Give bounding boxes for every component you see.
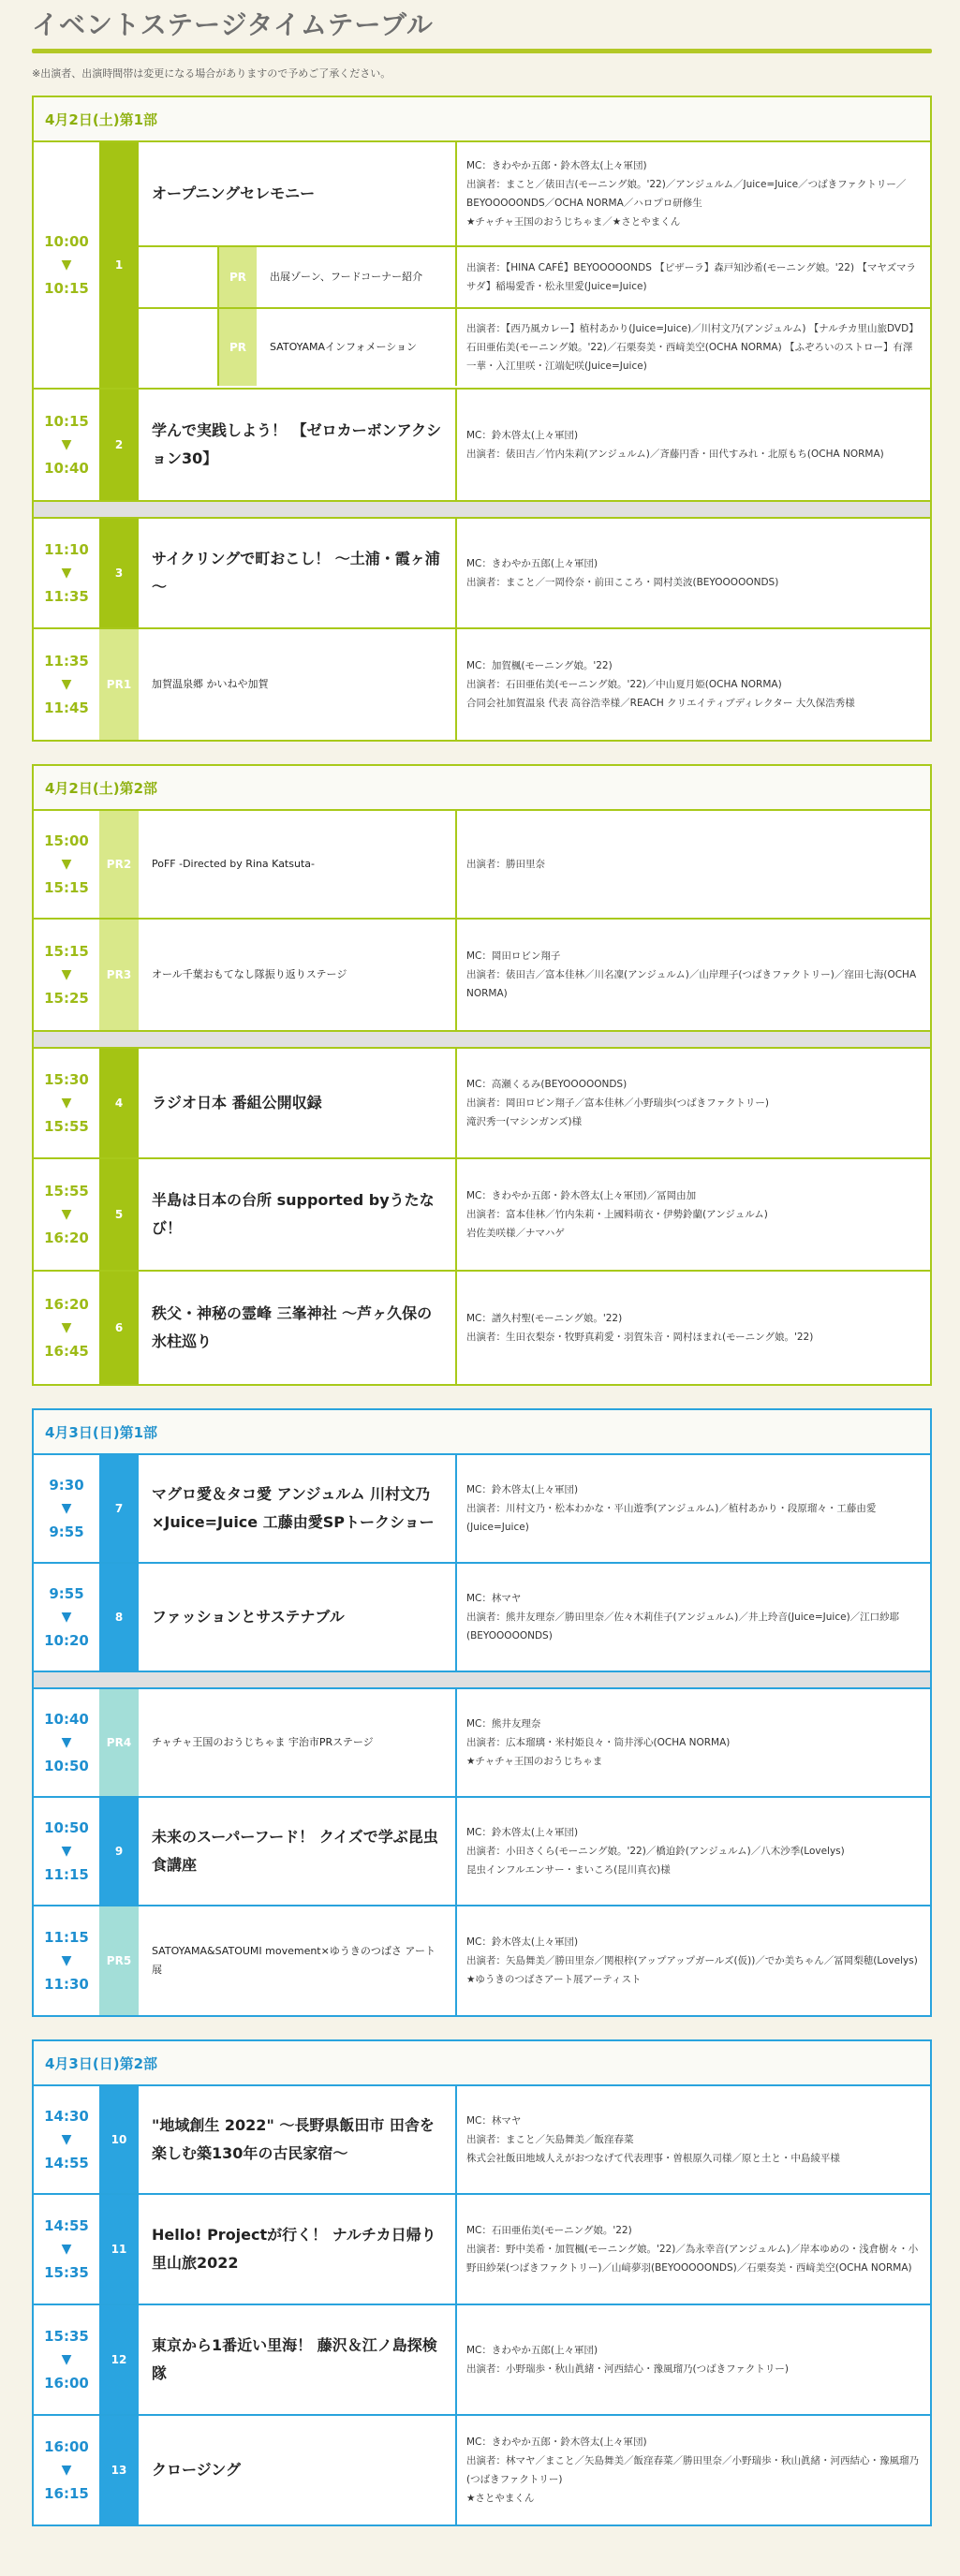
- program-number: 9: [99, 1798, 139, 1905]
- program-number: 10: [99, 2086, 139, 2193]
- start-time: 11:15: [44, 1929, 89, 1946]
- performer-line: MC：林マヤ: [466, 2115, 522, 2127]
- end-time: 11:15: [44, 1866, 89, 1883]
- program-title: "地域創生 2022" ～長野県飯田市 田舎を楽しむ築130年の古民家宿～: [139, 2086, 457, 2193]
- schedule-row: [34, 1049, 930, 1159]
- performer-line: 出演者：まこと／矢島舞美／飯窪春菜: [466, 2134, 634, 2145]
- down-arrow-icon: ▼: [61, 677, 72, 692]
- performer-line: 出演者：岡田ロビン翔子／富本佳林／小野瑞歩(つばきファクトリー): [466, 1097, 769, 1109]
- schedule-row: [34, 1798, 930, 1906]
- schedule-row: [34, 1272, 930, 1384]
- time-slot: [34, 1564, 99, 1671]
- program-main: [139, 142, 930, 245]
- performer-line: 滝沢秀一(マシンガンズ)様: [466, 1116, 583, 1127]
- schedule-row: [34, 1689, 930, 1798]
- performer-line: 出演者：勝田里奈: [466, 859, 545, 870]
- performer-line: 出演者：小野瑞歩・秋山眞緒・河西結心・豫風瑠乃(つばきファクトリー): [466, 2363, 789, 2375]
- performer-line: MC：加賀楓(モーニング娘。'22): [466, 660, 613, 671]
- start-time: 16:00: [44, 2438, 89, 2455]
- down-arrow-icon: ▼: [61, 857, 72, 872]
- program-number: 1: [99, 142, 139, 388]
- schedule-row: [34, 519, 930, 629]
- start-time: 16:20: [44, 1296, 89, 1313]
- performer-line: MC：鈴木啓太(上々軍団): [466, 430, 579, 441]
- program-title: SATOYAMA&SATOUMI movement×ゆうきのつばさ アート展: [139, 1906, 457, 2015]
- section-heading: 4月2日(土)第1部: [34, 97, 930, 142]
- time-slot: [34, 1906, 99, 2015]
- program-number: 3: [99, 519, 139, 627]
- program-performers: [457, 2305, 930, 2414]
- time-slot: [34, 2195, 99, 2304]
- program-title: オール千葉おもてなし隊振り返りステージ: [139, 920, 457, 1030]
- program-number: 8: [99, 1564, 139, 1671]
- program-title: ラジオ日本 番組公開収録: [139, 1049, 457, 1157]
- performer-line: 出演者：まこと／俵田吉(モーニング娘。'22)／アンジュルム／Juice=Juice／つばきファクトリー／BEYOOOOONDS／OCHA NORMA／ハロプロ研修生: [466, 179, 907, 209]
- down-arrow-icon: ▼: [61, 1844, 72, 1859]
- start-time: 10:50: [44, 1819, 89, 1836]
- schedule-row: [34, 1455, 930, 1564]
- performer-line: MC：林マヤ: [466, 1593, 522, 1604]
- start-time: 15:35: [44, 2328, 89, 2345]
- program-title: 学んで実践しよう！ 【ゼロカーボンアクション30】: [139, 390, 457, 500]
- program-title: 秩父・神秘の霊峰 三峯神社 ～芦ヶ久保の氷柱巡り: [139, 1272, 457, 1384]
- program-title: 未来のスーパーフード！ クイズで学ぶ昆虫食講座: [139, 1798, 457, 1905]
- program-performers: [457, 811, 930, 918]
- down-arrow-icon: ▼: [61, 1953, 72, 1968]
- schedule-row: [34, 1906, 930, 2015]
- program-title: 加賀温泉郷 かいねや加賀: [139, 629, 457, 740]
- down-arrow-icon: ▼: [61, 566, 72, 581]
- end-time: 10:20: [44, 1632, 89, 1649]
- performer-line: 株式会社飯田地域人えがおつなげて代表理事・曽根原久司様／原と土と・中島綾平様: [466, 2153, 840, 2164]
- time-slot: [34, 920, 99, 1030]
- start-time: 15:00: [44, 832, 89, 849]
- program-performers: [457, 629, 930, 740]
- schedule-row: [34, 390, 930, 502]
- sub-program-badge: PR: [219, 309, 257, 386]
- performer-line: 岩佐美咲様／ナマハゲ: [466, 1228, 565, 1239]
- down-arrow-icon: ▼: [61, 1735, 72, 1750]
- start-time: 10:40: [44, 1711, 89, 1728]
- down-arrow-icon: ▼: [61, 437, 72, 452]
- performer-line: 出演者：野中美希・加賀楓(モーニング娘。'22)／為永幸音(アンジュルム)／岸本ゆめの・浅倉樹々・小野田紗栞(つばきファクトリー)／山﨑夢羽(BEYOOOOONDS)／石栗奏美・西﨑美空(OCHA NORMA): [466, 2244, 919, 2274]
- end-time: 16:20: [44, 1229, 89, 1246]
- performer-line: 出演者：【西乃風カレー】植村あかり(Juice=Juice)／川村文乃(アンジュルム) 【ナルチカ里山旅DVD】石田亜佑美(モーニング娘。'22)／石栗奏美・西﨑美空(OCHA NORMA) 【ふぞろいのストロー】有澤一華・入江里咲・江端妃咲(Juice=Juice): [466, 323, 919, 372]
- program-title: PoFF -Directed by Rina Katsuta-: [139, 811, 457, 918]
- schedule-row: [34, 1564, 930, 1672]
- end-time: 10:40: [44, 460, 89, 477]
- end-time: 10:15: [44, 280, 89, 297]
- program-title: 東京から1番近い里海！ 藤沢＆江ノ島探検隊: [139, 2305, 457, 2414]
- program-performers: [457, 1564, 930, 1671]
- section-heading: 4月3日(日)第2部: [34, 2041, 930, 2086]
- time-slot: [34, 142, 99, 388]
- time-slot: [34, 2416, 99, 2524]
- down-arrow-icon: ▼: [61, 967, 72, 982]
- schedule-row: [34, 629, 930, 740]
- performer-line: MC：鈴木啓太(上々軍団): [466, 1484, 579, 1495]
- performer-line: 出演者：【HINA CAFÉ】BEYOOOOONDS 【ピザーラ】森戸知沙希(モーニング娘。'22) 【マヤズマラサダ】稲場愛香・松永里愛(Juice=Juice): [466, 262, 916, 292]
- start-time: 10:00: [44, 233, 89, 250]
- program-performers: [457, 519, 930, 627]
- start-time: 9:30: [49, 1477, 84, 1494]
- break-divider: [34, 502, 930, 519]
- sub-indent: [139, 247, 219, 307]
- time-slot: [34, 1049, 99, 1157]
- down-arrow-icon: ▼: [61, 1610, 72, 1625]
- down-arrow-icon: ▼: [61, 1320, 72, 1335]
- time-slot: [34, 2086, 99, 2193]
- schedule-section: [32, 2039, 932, 2526]
- program-performers: [457, 2416, 930, 2524]
- program-performers: [457, 142, 930, 245]
- program-number: 7: [99, 1455, 139, 1562]
- time-slot: [34, 390, 99, 500]
- program-number: PR1: [99, 629, 139, 740]
- program-performers: [457, 2086, 930, 2193]
- program-performers: [457, 1798, 930, 1905]
- performer-line: ★チャチャ王国のおうじちゃま／★さとやまくん: [466, 216, 681, 228]
- schedule-row: [34, 142, 930, 390]
- performer-line: MC：鈴木啓太(上々軍団): [466, 1827, 579, 1838]
- start-time: 11:10: [44, 541, 89, 558]
- end-time: 15:35: [44, 2264, 89, 2281]
- program-number: 5: [99, 1159, 139, 1270]
- section-heading: 4月2日(土)第2部: [34, 766, 930, 811]
- timetable: [32, 96, 932, 2526]
- start-time: 15:30: [44, 1071, 89, 1088]
- program-performers: [457, 1689, 930, 1796]
- program-performers: [457, 1049, 930, 1157]
- program-number: 11: [99, 2195, 139, 2304]
- program-number: PR3: [99, 920, 139, 1030]
- start-time: 15:15: [44, 943, 89, 960]
- schedule-row: [34, 1159, 930, 1272]
- performer-line: 出演者：富本佳林／竹内朱莉・上國料萌衣・伊勢鈴蘭(アンジュルム): [466, 1209, 768, 1220]
- end-time: 11:35: [44, 588, 89, 605]
- schedule-section: [32, 764, 932, 1386]
- title-underline: [32, 49, 932, 53]
- performer-line: 出演者：まこと／一岡伶奈・前田こころ・岡村美波(BEYOOOOONDS): [466, 577, 779, 588]
- start-time: 14:55: [44, 2217, 89, 2234]
- time-slot: [34, 811, 99, 918]
- program-performers: [457, 2195, 930, 2304]
- performer-line: ★さとやまくん: [466, 2493, 535, 2504]
- performer-line: 出演者：広本瑠璃・米村姫良々・筒井澪心(OCHA NORMA): [466, 1737, 731, 1748]
- end-time: 15:25: [44, 990, 89, 1007]
- sub-program-row: [139, 245, 930, 307]
- start-time: 9:55: [49, 1585, 84, 1602]
- sub-program-performers: [457, 247, 930, 307]
- performer-line: 昆虫インフルエンサー・まいころ(昆川真衣)様: [466, 1864, 671, 1876]
- performer-line: 出演者：小田さくら(モーニング娘。'22)／橋迫鈴(アンジュルム)／八木沙季(Lovelys): [466, 1846, 845, 1857]
- performer-line: MC：熊井友理奈: [466, 1718, 541, 1730]
- program-performers: [457, 1272, 930, 1384]
- program-number: 2: [99, 390, 139, 500]
- performer-line: 出演者：生田衣梨奈・牧野真莉愛・羽賀朱音・岡村ほまれ(モーニング娘。'22): [466, 1332, 814, 1343]
- sub-program-row: [139, 307, 930, 386]
- program-performers: [457, 1455, 930, 1562]
- down-arrow-icon: ▼: [61, 2352, 72, 2367]
- time-slot: [34, 1689, 99, 1796]
- start-time: 14:30: [44, 2108, 89, 2125]
- time-slot: [34, 1272, 99, 1384]
- program-performers: [457, 920, 930, 1030]
- program-title: クロージング: [139, 2416, 457, 2524]
- break-divider: [34, 1032, 930, 1049]
- down-arrow-icon: ▼: [61, 2242, 72, 2257]
- performer-line: MC：岡田ロビン翔子: [466, 950, 561, 962]
- program-performers: [457, 1159, 930, 1270]
- program-number: 13: [99, 2416, 139, 2524]
- notice-text: ※出演者、出演時間帯は変更になる場合がありますので予めご了承ください。: [32, 67, 391, 80]
- end-time: 16:15: [44, 2485, 89, 2502]
- start-time: 11:35: [44, 653, 89, 670]
- performer-line: MC：きわやか五郎・鈴木啓太(上々軍団)／冨岡由加: [466, 1190, 697, 1201]
- schedule-row: [34, 920, 930, 1032]
- down-arrow-icon: ▼: [61, 2132, 72, 2147]
- break-divider: [34, 1672, 930, 1689]
- end-time: 11:30: [44, 1976, 89, 1993]
- schedule-row: [34, 2195, 930, 2305]
- performer-line: 出演者：熊井友理奈／勝田里奈／佐々木莉佳子(アンジュルム)／井上玲音(Juice=Juice)／江口紗耶(BEYOOOOONDS): [466, 1612, 900, 1641]
- performer-line: 出演者：矢島舞美／勝田里奈／関根梓(アップアップガールズ(仮))／でか美ちゃん／冨岡梨穂(Lovelys): [466, 1955, 918, 1966]
- end-time: 14:55: [44, 2155, 89, 2171]
- sub-program-performers: [457, 309, 930, 386]
- program-number: PR4: [99, 1689, 139, 1796]
- program-number: 4: [99, 1049, 139, 1157]
- down-arrow-icon: ▼: [61, 1096, 72, 1111]
- performer-line: MC：きわやか五郎・鈴木啓太(上々軍団): [466, 2436, 647, 2448]
- performer-line: ★ゆうきのつばさアート展アーティスト: [466, 1974, 642, 1985]
- down-arrow-icon: ▼: [61, 1207, 72, 1222]
- program-title: オープニングセレモニー: [139, 142, 457, 245]
- end-time: 15:15: [44, 879, 89, 896]
- performer-line: 出演者：石田亜佑美(モーニング娘。'22)／中山夏月姫(OCHA NORMA): [466, 679, 782, 690]
- time-slot: [34, 1798, 99, 1905]
- sub-indent: [139, 309, 219, 386]
- start-time: 15:55: [44, 1183, 89, 1200]
- page-title: イベントステージタイムテーブル: [32, 9, 434, 40]
- end-time: 10:50: [44, 1758, 89, 1774]
- time-slot: [34, 519, 99, 627]
- end-time: 9:55: [49, 1524, 84, 1540]
- section-heading: 4月3日(日)第1部: [34, 1410, 930, 1455]
- program-number: PR5: [99, 1906, 139, 2015]
- program-number: PR2: [99, 811, 139, 918]
- schedule-section: [32, 1408, 932, 2017]
- schedule-row: [34, 2305, 930, 2416]
- performer-line: 合同会社加賀温泉 代表 高谷浩幸様／REACH クリエイティブディレクター 大久保浩秀様: [466, 698, 855, 709]
- performer-line: MC：鈴木啓太(上々軍団): [466, 1936, 579, 1948]
- program-title: ファッションとサステナブル: [139, 1564, 457, 1671]
- performer-line: MC：石田亜佑美(モーニング娘。'22): [466, 2225, 632, 2236]
- program-number: 6: [99, 1272, 139, 1384]
- performer-line: 出演者：俵田吉／竹内朱莉(アンジュルム)／斉藤円香・田代すみれ・北原もち(OCHA NORMA): [466, 449, 884, 460]
- time-slot: [34, 2305, 99, 2414]
- schedule-row: [34, 2416, 930, 2524]
- time-slot: [34, 629, 99, 740]
- program-performers: [457, 390, 930, 500]
- program-title: 半島は日本の台所 supported byうたなび！: [139, 1159, 457, 1270]
- down-arrow-icon: ▼: [61, 1501, 72, 1516]
- performer-line: MC：きわやか五郎(上々軍団): [466, 2345, 598, 2356]
- performer-line: MC：譜久村聖(モーニング娘。'22): [466, 1313, 623, 1324]
- performer-line: ★チャチャ王国のおうじちゃま: [466, 1756, 603, 1767]
- sub-program-title: 出展ゾーン、フードコーナー紹介: [257, 247, 457, 307]
- program-number: 12: [99, 2305, 139, 2414]
- program-title: Hello! Projectが行く！ ナルチカ日帰り里山旅2022: [139, 2195, 457, 2304]
- program-title: チャチャ王国のおうじちゃま 宇治市PRステージ: [139, 1689, 457, 1796]
- performer-line: 出演者：林マヤ／まこと／矢島舞美／飯窪春菜／勝田里奈／小野瑞歩・秋山眞緒・河西結心・豫風瑠乃(つばきファクトリー): [466, 2455, 919, 2485]
- end-time: 15:55: [44, 1118, 89, 1135]
- end-time: 16:45: [44, 1343, 89, 1360]
- down-arrow-icon: ▼: [61, 258, 72, 272]
- program-title: サイクリングで町おこし！ ～土浦・霞ヶ浦～: [139, 519, 457, 627]
- time-slot: [34, 1455, 99, 1562]
- schedule-section: [32, 96, 932, 742]
- performer-line: MC：きわやか五郎(上々軍団): [466, 558, 598, 569]
- schedule-row: [34, 811, 930, 920]
- program-title: マグロ愛＆タコ愛 アンジュルム 川村文乃×Juice=Juice 工藤由愛SPトークショー: [139, 1455, 457, 1562]
- schedule-row: [34, 2086, 930, 2195]
- performer-line: MC：高瀬くるみ(BEYOOOOONDS): [466, 1079, 628, 1090]
- program-performers: [457, 1906, 930, 2015]
- performer-line: MC：きわやか五郎・鈴木啓太(上々軍団): [466, 160, 647, 171]
- sub-program-title: SATOYAMAインフォメーション: [257, 309, 457, 386]
- end-time: 11:45: [44, 699, 89, 716]
- performer-line: 出演者：俵田吉／富本佳林／川名凜(アンジュルム)／山岸理子(つばきファクトリー)／窪田七海(OCHA NORMA): [466, 969, 917, 999]
- down-arrow-icon: ▼: [61, 2463, 72, 2478]
- performer-line: 出演者：川村文乃・松本わかな・平山遊季(アンジュルム)／植村あかり・段原瑠々・工藤由愛(Juice=Juice): [466, 1503, 877, 1533]
- sub-program-badge: PR: [219, 247, 257, 307]
- program-block: [139, 142, 930, 388]
- time-slot: [34, 1159, 99, 1270]
- start-time: 10:15: [44, 413, 89, 430]
- end-time: 16:00: [44, 2375, 89, 2392]
